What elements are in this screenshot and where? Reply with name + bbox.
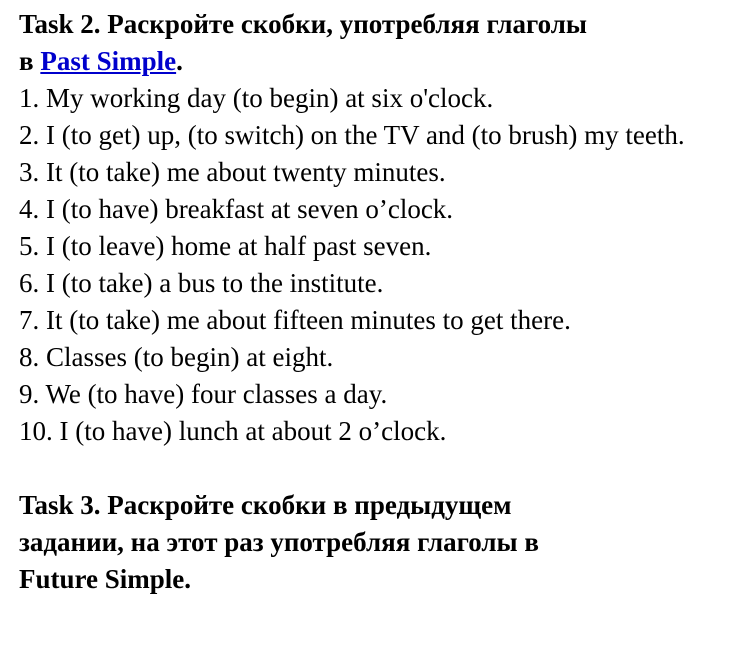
task2-heading-end: . [176, 46, 183, 76]
task3-heading [19, 487, 731, 598]
list-item: 3. It (to take) me about twenty minutes. [19, 157, 446, 187]
list-item: 4. I (to have) breakfast at seven o’clock. [19, 194, 454, 224]
list-item: 10. I (to have) lunch at about 2 o’clock. [19, 416, 447, 446]
list-item: 5. I (to leave) home at half past seven. [19, 231, 432, 261]
task3-line3: Future Simple. [19, 564, 192, 594]
document [19, 6, 731, 598]
list-item: 7. It (to take) me about fifteen minutes to get there. [19, 305, 571, 335]
list-item: 1. My working day (to begin) at six o'clock. [19, 83, 494, 113]
task3-line1: Task 3. Раскройте скобки в предыдущем [19, 490, 512, 520]
task2-list [19, 80, 731, 450]
section-spacer [19, 450, 731, 487]
list-item: 8. Classes (to begin) at eight. [19, 342, 334, 372]
task2-heading-part1: Task 2. Раскройте скобки, употребляя глаголы [19, 9, 587, 39]
task3-line2: задании, на этот раз употребляя глаголы в [19, 527, 539, 557]
list-item: 9. We (to have) four classes a day. [19, 379, 388, 409]
list-item: 6. I (to take) a bus to the institute. [19, 268, 384, 298]
task2-heading [19, 6, 731, 80]
list-item: 2. I (to get) up, (to switch) on the TV and (to brush) my teeth. [19, 120, 685, 150]
task2-heading-part2: в [19, 46, 41, 76]
past-simple-link[interactable]: Past Simple [40, 46, 177, 76]
